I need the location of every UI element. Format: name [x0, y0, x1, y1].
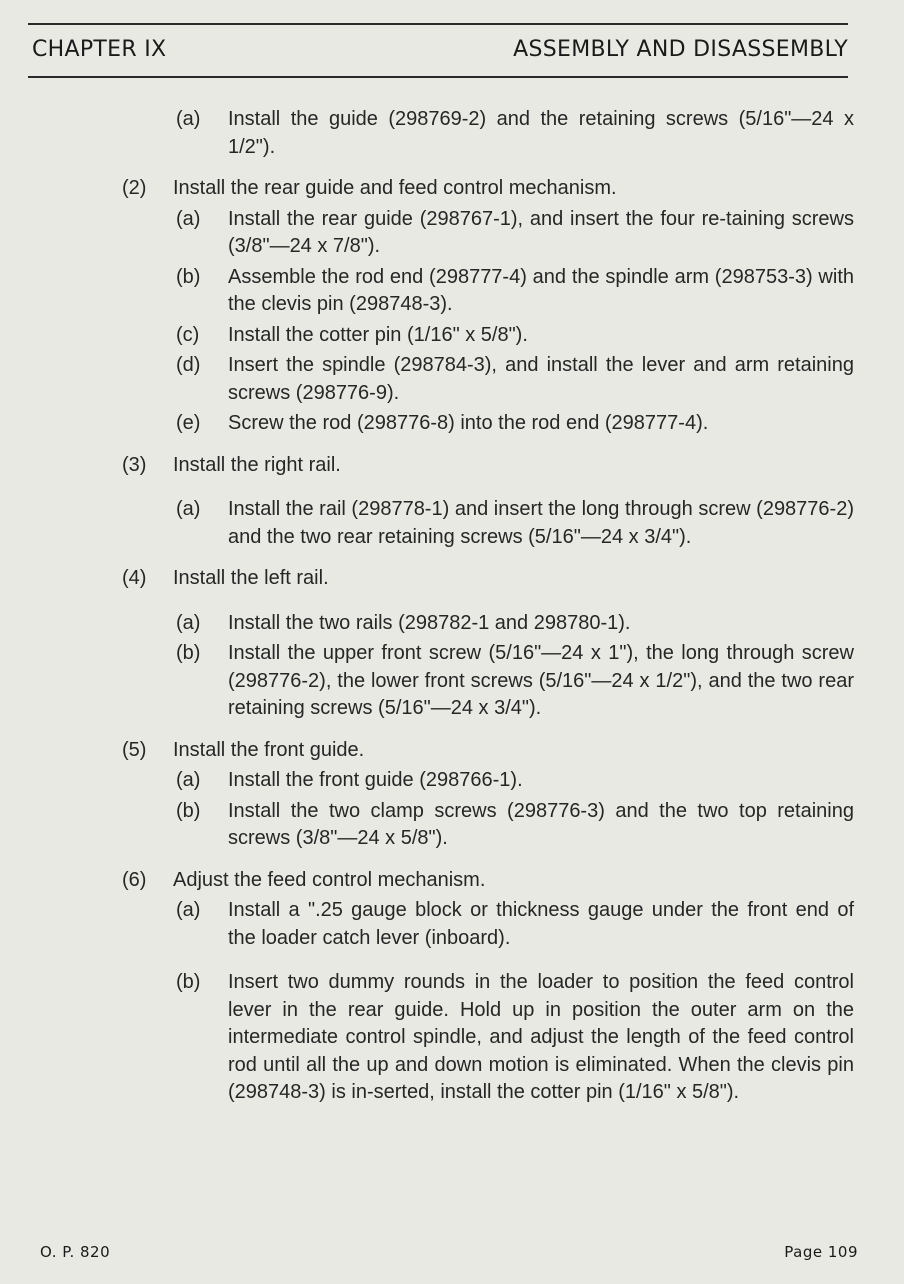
step-2d — [0, 352, 904, 407]
step-label: (e) — [176, 412, 201, 434]
step-label: (c) — [176, 323, 200, 346]
chapter-heading: CHAPTER IX — [32, 37, 167, 62]
step-label: (a) — [176, 207, 201, 230]
step-2c — [0, 322, 904, 350]
step-label: (a) — [176, 769, 201, 791]
step-label: (b) — [176, 971, 201, 993]
document-number: O. P. 820 — [40, 1243, 111, 1261]
step-label: (a) — [176, 611, 201, 634]
step-6a — [0, 897, 904, 952]
step-text: Install the rail (298778-1) and insert the long through screw (298776-2) and the two rear retaining screws (5/16"—24 x 3/4"). — [228, 498, 854, 548]
step-text: Install the front guide (298766-1). — [228, 769, 523, 791]
step-5b — [0, 798, 904, 853]
step-label: (5) — [122, 738, 147, 761]
step-text: Adjust the feed control mechanism. — [173, 868, 486, 891]
step-text: Install the left rail. — [173, 567, 329, 589]
step-6b — [0, 969, 904, 1107]
step-text: Install the guide (298769-2) and the retaining screws (5/16"—24 x 1/2"). — [228, 108, 854, 158]
step-1a — [0, 106, 904, 161]
step-3a — [0, 496, 904, 551]
step-text: Install the front guide. — [173, 738, 365, 761]
step-5 — [0, 737, 904, 765]
section-heading: ASSEMBLY AND DISASSEMBLY — [513, 37, 848, 62]
step-2e — [0, 410, 904, 438]
step-text: Install the two rails (298782-1 and 298780-1). — [228, 611, 631, 634]
instruction-list — [0, 106, 904, 1107]
step-label: (b) — [176, 265, 201, 288]
step-6 — [0, 867, 904, 895]
page-number: Page 109 — [784, 1243, 858, 1261]
step-text: Assemble the rod end (298777-4) and the spindle arm (298753-3) with the clevis pin (298748-3). — [228, 265, 854, 315]
step-2 — [0, 175, 904, 203]
step-3 — [0, 452, 904, 480]
header-top-rule — [28, 23, 848, 25]
step-text: Install the right rail. — [173, 453, 341, 476]
step-text: Install the rear guide and feed control mechanism. — [173, 177, 617, 199]
step-label: (b) — [176, 642, 201, 664]
step-label: (2) — [122, 177, 147, 199]
step-text: Insert the spindle (298784-3), and install the lever and arm retaining screws (298776-9). — [228, 354, 854, 404]
step-text: Insert two dummy rounds in the loader to position the feed control lever in the rear guide. Hold up in position the outer arm on the intermediate control spindle, and adjust the length of the feed control rod until all the up and down motion is eliminated. When the clevis pin (298748-3) is in-serted, install the cotter pin (1/16" x 5/8"). — [228, 971, 854, 1103]
step-text: Install the two clamp screws (298776-3) and the two top retaining screws (3/8"—24 x 5/8"). — [228, 799, 854, 849]
step-label: (4) — [122, 567, 147, 589]
step-text: Install a ".25 gauge block or thickness gauge under the front end of the loader catch lever (inboard). — [228, 899, 854, 949]
step-label: (d) — [176, 354, 201, 376]
step-label: (a) — [176, 498, 201, 520]
step-text: Install the rear guide (298767-1), and insert the four re-taining screws (3/8"—24 x 7/8"). — [228, 207, 854, 257]
step-label: (a) — [176, 108, 201, 130]
step-5a — [0, 767, 904, 795]
header-bottom-rule — [28, 76, 848, 78]
step-label: (b) — [176, 799, 201, 822]
step-2b — [0, 264, 904, 319]
step-text: Screw the rod (298776-8) into the rod end (298777-4). — [228, 412, 709, 434]
step-label: (a) — [176, 899, 201, 921]
step-4b — [0, 640, 904, 723]
step-text: Install the cotter pin (1/16" x 5/8"). — [228, 323, 528, 346]
step-2a — [0, 206, 904, 261]
step-label: (3) — [122, 453, 147, 476]
step-text: Install the upper front screw (5/16"—24 x 1"), the long through screw (298776-2), the lower front screws (5/16"—24 x 1/2"), and the two rear retaining screws (5/16"—24 x 3/4"). — [228, 642, 854, 719]
step-label: (6) — [122, 868, 147, 891]
step-4a — [0, 610, 904, 638]
step-4 — [0, 565, 904, 593]
